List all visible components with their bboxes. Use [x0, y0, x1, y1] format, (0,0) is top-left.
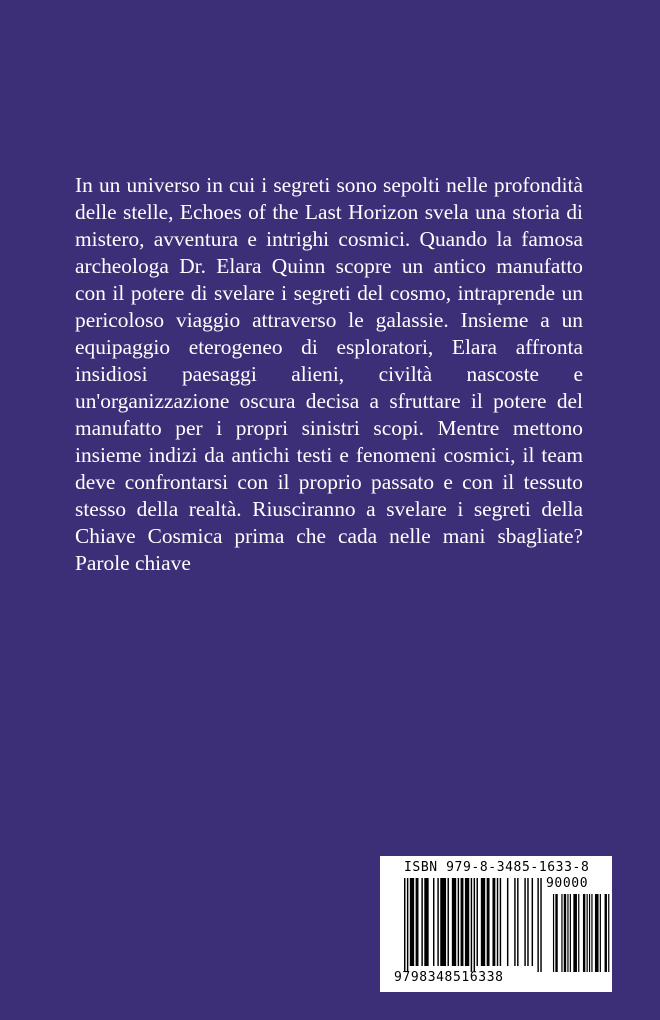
ean13-bar	[537, 878, 538, 972]
isbn-barcode-box	[380, 856, 612, 992]
ean13-bar	[448, 878, 449, 966]
ean13-bar	[471, 878, 472, 972]
ean13-bar	[492, 878, 495, 966]
addon-bar	[567, 894, 568, 972]
ean13-bar	[416, 878, 419, 966]
ean13-bar	[540, 878, 541, 972]
addon-bar	[583, 894, 585, 972]
barcode-addon-digits: 90000	[546, 876, 589, 891]
addon-bar	[591, 894, 592, 972]
ean13-bar	[477, 878, 478, 966]
addon-bar	[555, 894, 557, 972]
ean13-bar	[437, 878, 438, 966]
ean13-bar	[487, 878, 490, 966]
ean13-bar	[421, 878, 422, 966]
ean13-bar	[461, 878, 464, 966]
ean13-bar	[452, 878, 456, 966]
ean13-bar	[524, 878, 525, 966]
ean13-bar	[433, 878, 434, 966]
ean13-bar	[410, 878, 414, 966]
addon-bar	[578, 894, 579, 972]
ean13-bar	[440, 878, 446, 966]
ean13-bar	[507, 878, 508, 966]
addon-bar	[608, 894, 609, 972]
addon-bar	[553, 894, 554, 972]
addon-bar	[600, 894, 601, 972]
ean13-bar	[458, 878, 459, 966]
back-cover-blurb: In un universo in cui i segreti sono sepolti nelle profondità delle stelle, Echoes of the Last Horizon svela una storia di mistero, avventura e intrighi cosmici. Quando la famosa archeologa Dr. Elara Quinn scopre un antico manufatto con il potere di svelare i segreti del cosmo, intraprende un pericoloso viaggio attraverso le galassie. Insieme a un equipaggio eterogeneo di esploratori, Elara affronta insidiosi paesaggi alieni, civiltà nascoste e un'organizzazione oscura decisa a sfruttare il potere del manufatto per i propri sinistri scopi. Mentre mettono insieme indizi da antichi testi e fenomeni cosmici, il team deve confrontarsi con il proprio passato e con il tessuto stesso della realtà. Riusciranno a svelare i segreti della Chiave Cosmica prima che cada nelle mani sbagliate? Parole chiave	[75, 173, 583, 575]
ean13-bar	[500, 878, 501, 966]
ean13-bar	[465, 878, 469, 966]
ean13-bar	[424, 878, 428, 966]
addon-bar	[595, 894, 599, 972]
addon-bar	[570, 894, 571, 972]
ean13-bar	[517, 878, 518, 966]
addon-bar	[587, 894, 588, 972]
ean13-bar	[527, 878, 528, 966]
ean13-bar	[404, 878, 405, 972]
isbn-label: ISBN 979-8-3485-1633-8	[404, 860, 590, 875]
addon-bar	[589, 894, 590, 972]
addon-bar	[561, 894, 562, 972]
ean13-bar	[407, 878, 408, 972]
addon-bar	[564, 894, 566, 972]
addon-bar	[573, 894, 577, 972]
ean13-bar	[532, 878, 533, 966]
ean13-bar	[514, 878, 515, 966]
ean13-bar	[481, 878, 485, 966]
ean13-bar	[474, 878, 475, 972]
barcode-main-digits: 9798348516338	[394, 970, 504, 985]
addon-bar	[605, 894, 607, 972]
ean13-bar	[497, 878, 498, 966]
